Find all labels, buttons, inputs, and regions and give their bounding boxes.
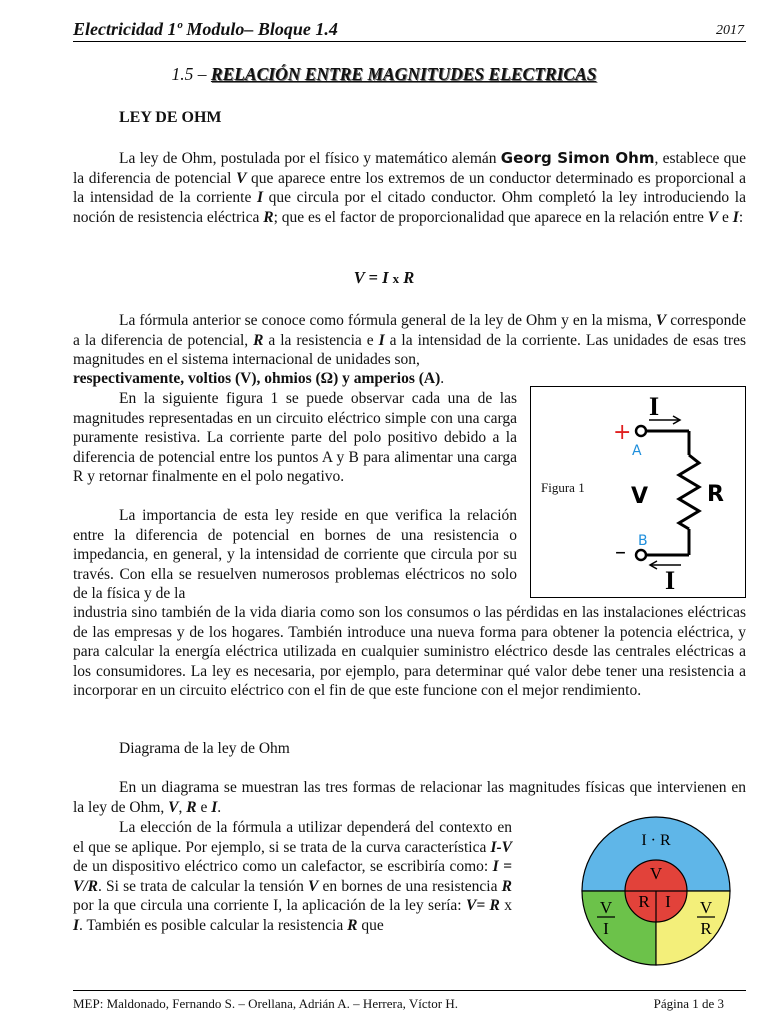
p2-units: respectivamente, voltios (V), ohmios (Ω) y amperios (A) <box>73 370 441 387</box>
minus-sign: – <box>615 540 626 565</box>
p6-text-d: en bornes de una resistencia <box>318 877 502 895</box>
p5-sep1: , <box>178 798 187 816</box>
wheel-center-i: I <box>665 892 671 911</box>
symbol-v: V <box>168 798 179 816</box>
subheading: LEY DE OHM <box>119 109 222 126</box>
header-year: 2017 <box>716 23 744 38</box>
symbol-v: V <box>236 169 247 187</box>
p5-text-a: En un diagrama se muestran las tres formas de relacionar las magnitudes físicas que intervienen en la ley de Ohm, <box>73 779 746 816</box>
footer-authors: MEP: Maldonado, Fernando S. – Orellana, Adrián A. – Herrera, Víctor H. <box>73 996 458 1011</box>
symbol-r: R <box>263 208 274 226</box>
p2-text-c: a la resistencia e <box>263 331 379 349</box>
page-header <box>73 19 746 42</box>
wheel-top-label: I · R <box>641 832 671 849</box>
resistance-label: R <box>707 482 724 507</box>
point-b-label: B <box>638 533 648 549</box>
symbol-r: R <box>347 916 358 934</box>
course-title: Electricidad 1º Modulo– Bloque 1.4 <box>73 19 338 39</box>
symbol-i: I <box>211 798 218 816</box>
formula-rhs: R <box>403 268 415 287</box>
ohm-name: Georg Simon Ohm <box>500 149 655 167</box>
current-label-top: I <box>649 392 660 421</box>
p1-text-g: : <box>738 208 744 226</box>
ohm-law-wheel <box>580 815 732 967</box>
voltage-label: V <box>631 484 649 509</box>
symbol-i: I <box>732 208 739 226</box>
wheel-left-num: V <box>599 898 613 917</box>
circuit-diagram <box>531 387 745 597</box>
p2-text-a: La fórmula anterior se conoce como fórmula general de la ley de Ohm y en la misma, <box>119 312 652 329</box>
p6-times: x <box>499 897 513 914</box>
page-footer <box>73 990 746 1011</box>
terminal-b <box>636 550 646 560</box>
symbol-i: I <box>73 916 80 934</box>
wheel-left-den: I <box>603 919 609 938</box>
wheel-center-v: V <box>649 864 663 883</box>
symbol-r: R <box>489 897 500 914</box>
symbol-r: R <box>186 798 197 816</box>
p2-text-d: a la intensidad de la corriente. Las unidades de esas tres magnitudes en el sistema internacional de unidades son, <box>73 331 746 368</box>
wheel-right-num: V <box>699 898 713 917</box>
p6-text-a: La elección de la fórmula a utilizar dependerá del contexto en el que se aplique. Por ejemplo, si se trata de la curva característica <box>73 819 512 856</box>
paragraph-4-top: La importancia de esta ley reside en que verifica la relación entre la diferencia de potencial en bornes de una resistencia o impedancia, en general, y la intensidad de corriente que circula por su través. Con ella se resuelven numerosos problemas eléctricos no solo de la física y de la <box>73 507 517 602</box>
symbol-v: V <box>707 208 719 226</box>
section-heading: RELACIÓN ENTRE MAGNITUDES ELECTRICAS <box>210 64 597 84</box>
figure-label: Figura 1 <box>541 480 585 495</box>
p1-text-a: La ley de Ohm, postulada por el físico y matemático alemán <box>119 150 501 167</box>
symbol-v: V <box>655 312 667 329</box>
plus-sign: + <box>613 420 632 445</box>
p2-text-b: corresponde a la diferencia de potencial, <box>73 312 747 349</box>
wheel-right-den: R <box>700 919 712 938</box>
symbol-r: R <box>253 331 264 349</box>
equation-v: V= <box>465 897 486 914</box>
section-dash: – <box>193 64 211 84</box>
page-number: Página 1 de 3 <box>653 996 724 1011</box>
point-a-label: A <box>632 443 642 459</box>
symbol-i: I <box>256 189 264 206</box>
wheel-center-r: R <box>638 892 650 911</box>
p5-sep2: e <box>196 798 212 816</box>
terminal-a <box>636 426 646 436</box>
p6-text-e: por la que circula una corriente I, la aplicación de la ley sería: <box>73 897 466 914</box>
formula-times: x <box>392 271 400 286</box>
paragraph-2 <box>73 311 746 370</box>
p6-text-g: que <box>357 916 384 934</box>
p6-text-b: de un dispositivo eléctrico como un calefactor, se escribiría como: <box>73 858 493 875</box>
p1-text-b: , establece que la diferencia de potencial <box>73 150 746 187</box>
section-number: 1.5 <box>171 64 194 84</box>
section-title <box>0 64 768 85</box>
current-label-bottom: I <box>665 566 676 595</box>
p6-text-f: . También es posible calcular la resistencia <box>79 916 348 934</box>
paragraph-6 <box>73 818 512 935</box>
paragraph-3: En la siguiente figura 1 se puede observar cada una de las magnitudes representadas en un circuito eléctrico simple con una carga puramente resistiva. La corriente parte del polo positivo debido a la diferencia de potencial entre los puntos A y B para alimentar una carga R y retornar finalmente en el polo negativo. <box>73 390 517 485</box>
p2-end: . <box>440 370 445 387</box>
diagram-heading: Diagrama de la ley de Ohm <box>119 740 290 757</box>
p1-text-d: que circula por el citado conductor. Ohm completó la ley introduciendo la noción de resistencia eléctrica <box>73 189 746 226</box>
p1-text-e: ; que es el factor de proporcionalidad que aparece en la relación entre <box>273 208 708 226</box>
iv-curve: I-V <box>490 838 512 856</box>
paragraph-4-rest: industria sino también de la vida diaria como son los consumos o las pérdidas en las instalaciones eléctricas de las empresas y de los hogares. También introduce una nueva forma para obtener la potencia eléctrica, y para calcular la energía eléctrica utilizada en cualquier suministro eléctrico desde las centrales eléctricas a los consumidores. La ley es necesaria, por ejemplo, para determinar qué valor debe tener una resistencia a incorporar en un circuito eléctrico con el fin de que este funcione con el mejor rendimiento. <box>73 604 746 699</box>
ohm-formula <box>0 268 768 288</box>
paragraph-5 <box>73 778 746 817</box>
p1-text-f: e <box>718 208 733 226</box>
p1-text-c: que aparece entre los extremos de un conductor determinado es proporcional a la intensidad de la corriente <box>73 169 746 206</box>
symbol-i: I <box>378 331 385 349</box>
p5-end: . <box>217 798 222 816</box>
equation-i: I = V/R <box>73 858 512 895</box>
figure-1 <box>530 386 746 598</box>
paragraph-1 <box>73 149 746 227</box>
symbol-r: R <box>501 877 512 895</box>
formula-lhs: V = I <box>353 268 389 287</box>
symbol-v: V <box>308 877 319 895</box>
p6-text-c: . Si se trata de calcular la tensión <box>97 877 309 895</box>
